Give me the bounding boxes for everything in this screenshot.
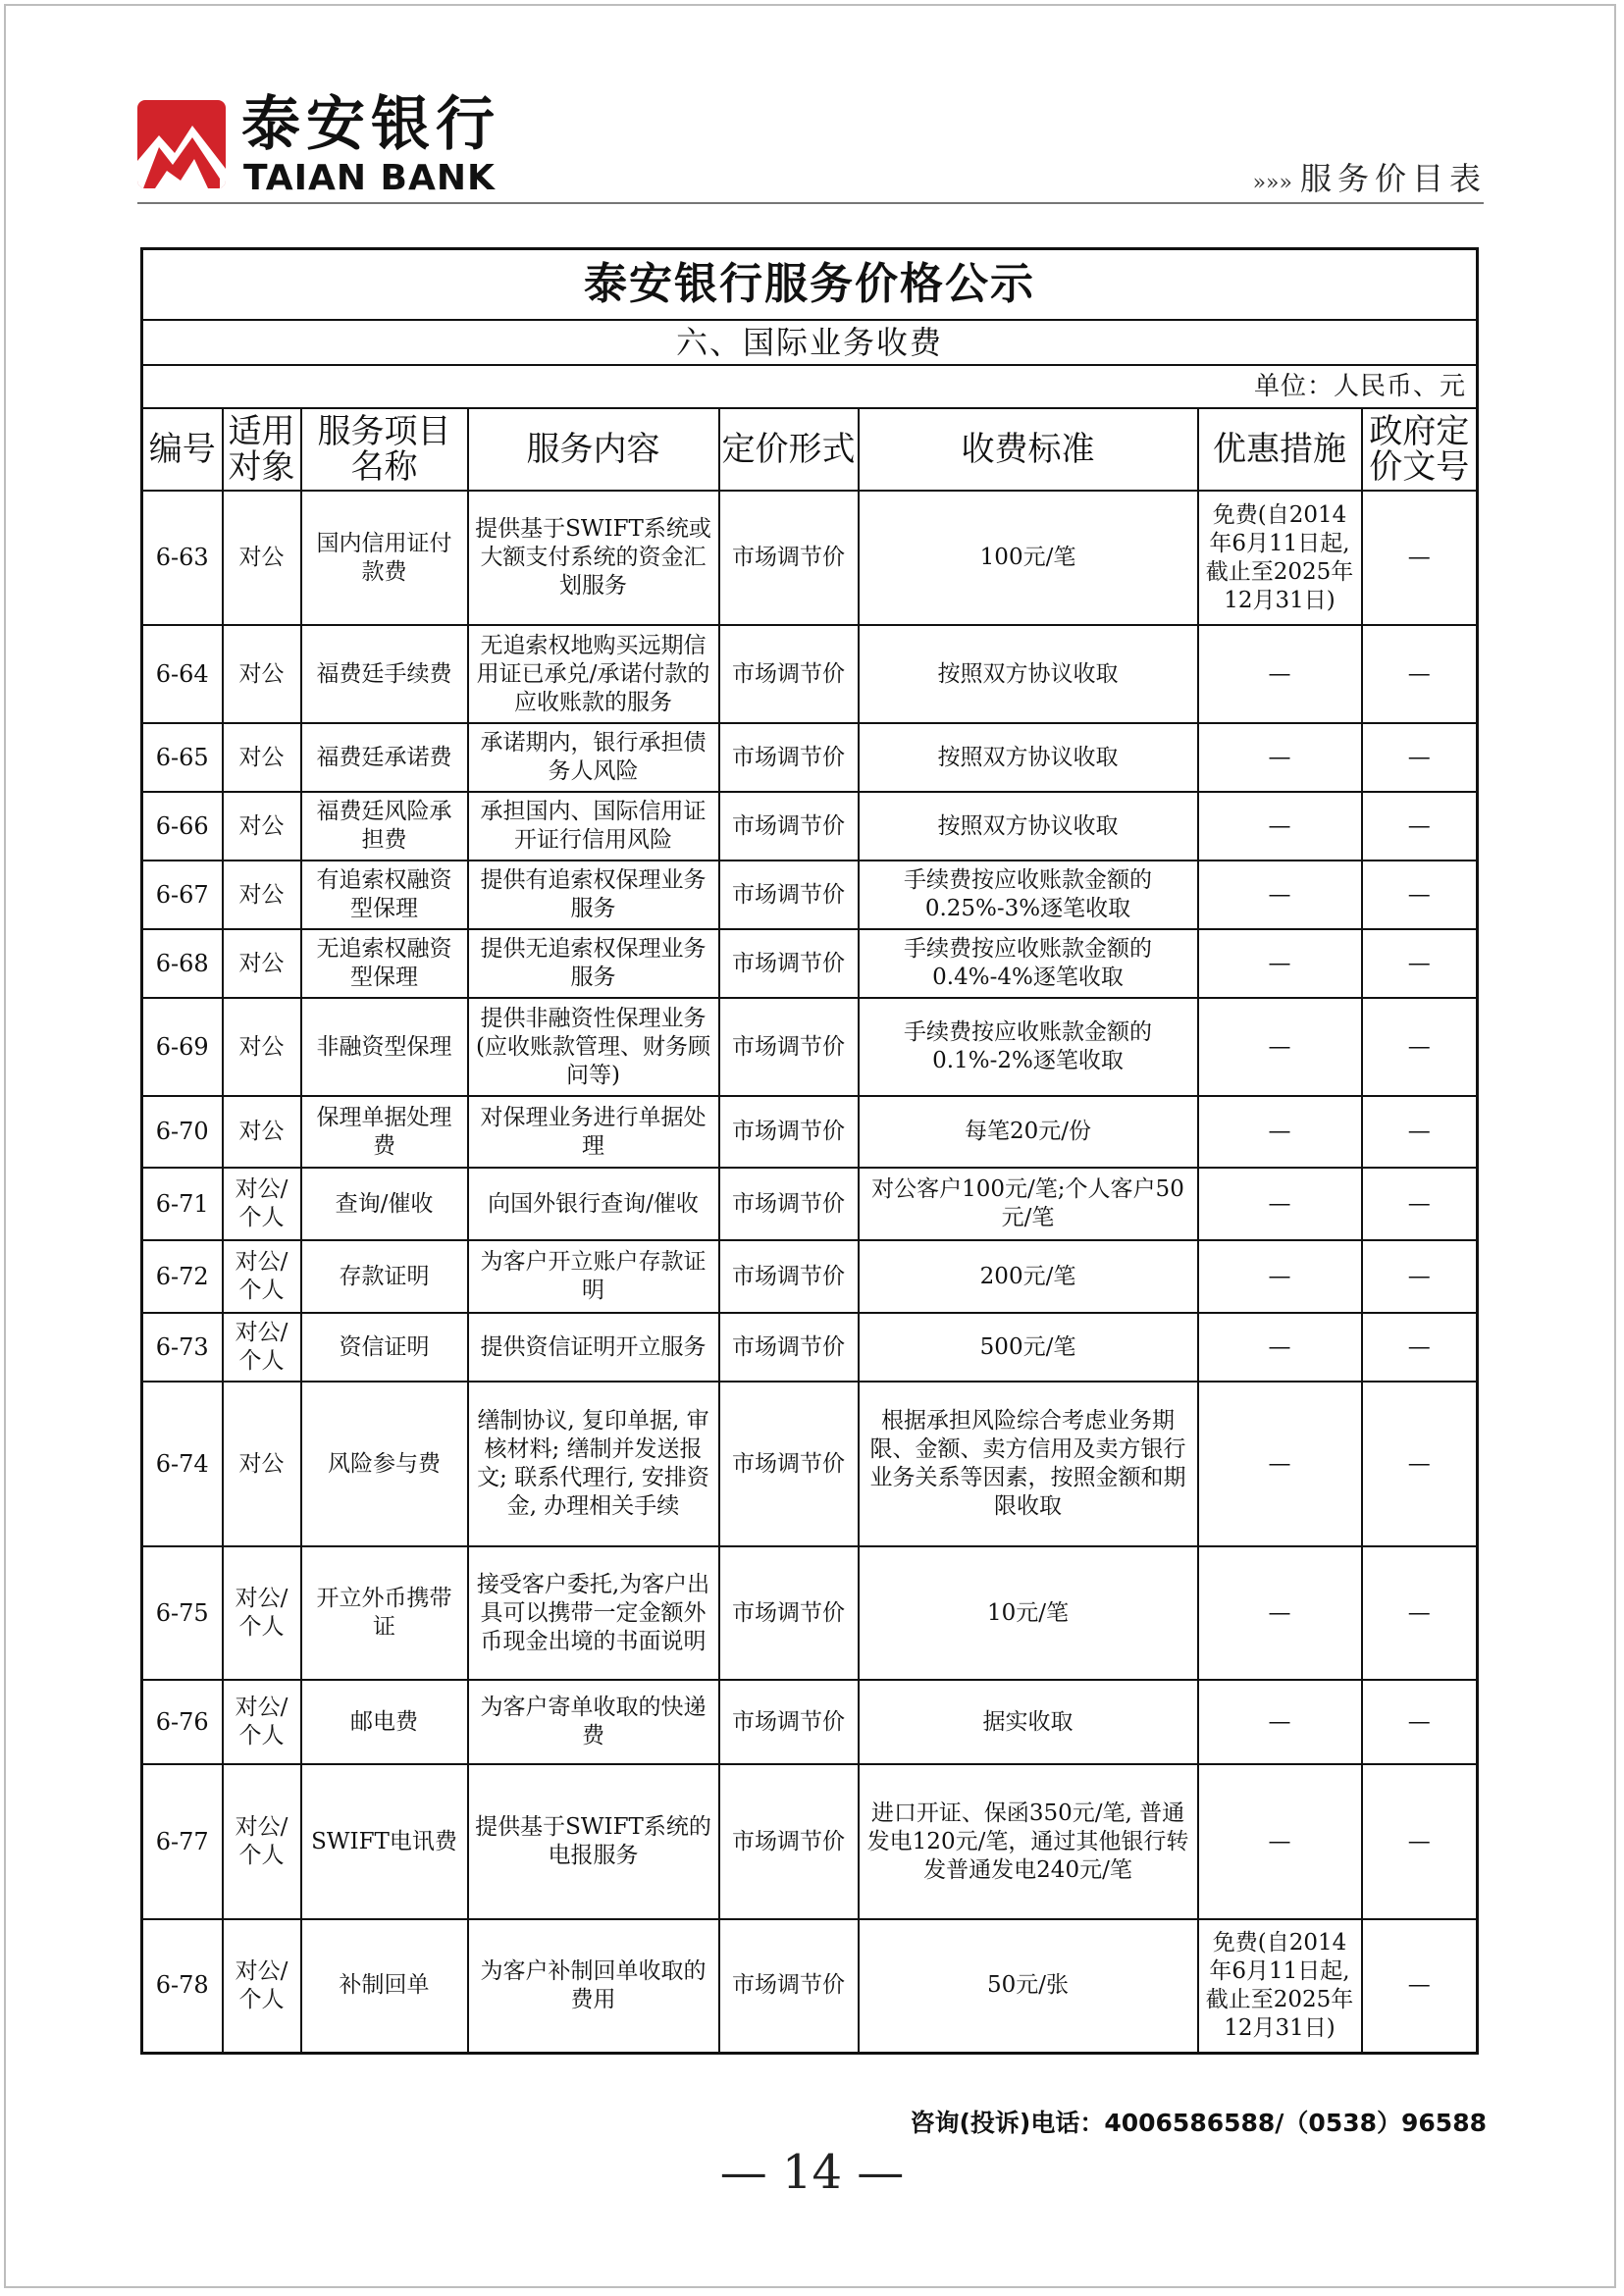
row-gov-doc: — bbox=[1362, 625, 1478, 723]
row-service-content: 提供资信证明开立服务 bbox=[468, 1313, 719, 1382]
row-target: 对公 bbox=[223, 625, 301, 723]
row-target: 对公/个人 bbox=[223, 1313, 301, 1382]
row-discount: — bbox=[1198, 1313, 1362, 1382]
row-target: 对公/个人 bbox=[223, 1546, 301, 1680]
row-discount: — bbox=[1198, 625, 1362, 723]
row-discount: — bbox=[1198, 998, 1362, 1096]
table-row bbox=[142, 1546, 1478, 1680]
row-service-name: 国内信用证付款费 bbox=[301, 491, 468, 625]
row-service-content: 承担国内、国际信用证开证行信用风险 bbox=[468, 792, 719, 861]
row-pricing-form: 市场调节价 bbox=[719, 1382, 859, 1546]
row-target: 对公/个人 bbox=[223, 1240, 301, 1313]
row-fee-standard: 对公客户100元/笔;个人客户50元/笔 bbox=[859, 1168, 1198, 1240]
row-gov-doc: — bbox=[1362, 998, 1478, 1096]
row-service-name: 查询/催收 bbox=[301, 1168, 468, 1240]
row-target: 对公/个人 bbox=[223, 1168, 301, 1240]
table-unit: 单位：人民币、元 bbox=[142, 365, 1478, 408]
row-fee-standard: 每笔20元/份 bbox=[859, 1096, 1198, 1168]
row-target: 对公 bbox=[223, 929, 301, 998]
row-gov-doc: — bbox=[1362, 1382, 1478, 1546]
row-discount: — bbox=[1198, 1096, 1362, 1168]
row-service-content: 为客户寄单收取的快递费 bbox=[468, 1680, 719, 1764]
row-gov-doc: — bbox=[1362, 1764, 1478, 1919]
row-service-name: 开立外币携带证 bbox=[301, 1546, 468, 1680]
row-discount: — bbox=[1198, 1240, 1362, 1313]
row-gov-doc: — bbox=[1362, 491, 1478, 625]
row-fee-standard: 手续费按应收账款金额的0.1%-2%逐笔收取 bbox=[859, 998, 1198, 1096]
row-id: 6-65 bbox=[142, 723, 223, 792]
row-service-content: 为客户开立账户存款证明 bbox=[468, 1240, 719, 1313]
table-row bbox=[142, 1240, 1478, 1313]
row-fee-standard: 10元/笔 bbox=[859, 1546, 1198, 1680]
table-row bbox=[142, 998, 1478, 1096]
row-discount: 免费(自2014年6月11日起,截止至2025年12月31日) bbox=[1198, 491, 1362, 625]
row-service-content: 承诺期内，银行承担债务人风险 bbox=[468, 723, 719, 792]
row-service-content: 无追索权地购买远期信用证已承兑/承诺付款的应收账款的服务 bbox=[468, 625, 719, 723]
row-id: 6-77 bbox=[142, 1764, 223, 1919]
row-discount: — bbox=[1198, 792, 1362, 861]
row-service-name: 有追索权融资型保理 bbox=[301, 861, 468, 929]
row-fee-standard: 根据承担风险综合考虑业务期限、金额、卖方信用及卖方银行业务关系等因素，按照金额和期限收取 bbox=[859, 1382, 1198, 1546]
row-fee-standard: 进口开证、保函350元/笔, 普通发电120元/笔，通过其他银行转发普通发电240元/笔 bbox=[859, 1764, 1198, 1919]
row-service-name: 保理单据处理费 bbox=[301, 1096, 468, 1168]
row-pricing-form: 市场调节价 bbox=[719, 1240, 859, 1313]
table-row bbox=[142, 861, 1478, 929]
row-gov-doc: — bbox=[1362, 1680, 1478, 1764]
table-row bbox=[142, 1764, 1478, 1919]
row-target: 对公 bbox=[223, 491, 301, 625]
row-service-name: 资信证明 bbox=[301, 1313, 468, 1382]
row-service-content: 提供基于SWIFT系统的电报服务 bbox=[468, 1764, 719, 1919]
row-target: 对公 bbox=[223, 998, 301, 1096]
row-service-name: 福费廷风险承担费 bbox=[301, 792, 468, 861]
column-header: 优惠措施 bbox=[1198, 408, 1362, 491]
table-row bbox=[142, 1680, 1478, 1764]
row-discount: — bbox=[1198, 1168, 1362, 1240]
row-id: 6-69 bbox=[142, 998, 223, 1096]
row-discount: — bbox=[1198, 1546, 1362, 1680]
row-target: 对公 bbox=[223, 1382, 301, 1546]
table-header-row bbox=[142, 408, 1478, 491]
row-discount: — bbox=[1198, 1382, 1362, 1546]
row-pricing-form: 市场调节价 bbox=[719, 723, 859, 792]
row-discount: — bbox=[1198, 723, 1362, 792]
row-service-content: 缮制协议, 复印单据, 审核材料; 缮制并发送报文; 联系代理行, 安排资金, 办理相关手续 bbox=[468, 1382, 719, 1546]
row-gov-doc: — bbox=[1362, 1546, 1478, 1680]
row-pricing-form: 市场调节价 bbox=[719, 1168, 859, 1240]
row-service-name: 无追索权融资型保理 bbox=[301, 929, 468, 998]
row-gov-doc: — bbox=[1362, 792, 1478, 861]
page-number: — 14 — bbox=[719, 2145, 905, 2200]
section-tag bbox=[1253, 159, 1487, 203]
row-discount: 免费(自2014年6月11日起,截止至2025年12月31日) bbox=[1198, 1919, 1362, 2053]
section-title: 服务价目表 bbox=[1299, 160, 1487, 197]
table-row bbox=[142, 929, 1478, 998]
table-row bbox=[142, 792, 1478, 861]
row-id: 6-70 bbox=[142, 1096, 223, 1168]
table-row bbox=[142, 1919, 1478, 2053]
row-gov-doc: — bbox=[1362, 1240, 1478, 1313]
row-target: 对公/个人 bbox=[223, 1680, 301, 1764]
row-service-content: 提供无追索权保理业务服务 bbox=[468, 929, 719, 998]
brand-name-en: TAIAN BANK bbox=[243, 158, 496, 198]
column-header: 适用对象 bbox=[223, 408, 301, 491]
row-target: 对公 bbox=[223, 723, 301, 792]
column-header: 服务内容 bbox=[468, 408, 719, 491]
row-gov-doc: — bbox=[1362, 861, 1478, 929]
row-id: 6-68 bbox=[142, 929, 223, 998]
row-target: 对公/个人 bbox=[223, 1764, 301, 1919]
row-service-content: 提供有追索权保理业务服务 bbox=[468, 861, 719, 929]
row-fee-standard: 100元/笔 bbox=[859, 491, 1198, 625]
complaint-hotline: 咨询(投诉)电话：4006586588/（0538）96588 bbox=[910, 2109, 1487, 2137]
row-service-content: 为客户补制回单收取的费用 bbox=[468, 1919, 719, 2053]
row-fee-standard: 按照双方协议收取 bbox=[859, 792, 1198, 861]
row-target: 对公 bbox=[223, 792, 301, 861]
row-service-name: 福费廷手续费 bbox=[301, 625, 468, 723]
row-fee-standard: 50元/张 bbox=[859, 1919, 1198, 2053]
row-gov-doc: — bbox=[1362, 1096, 1478, 1168]
row-service-name: 邮电费 bbox=[301, 1680, 468, 1764]
table-row bbox=[142, 1313, 1478, 1382]
table-row bbox=[142, 1096, 1478, 1168]
row-service-name: 补制回单 bbox=[301, 1919, 468, 2053]
row-id: 6-75 bbox=[142, 1546, 223, 1680]
table-subtitle: 六、国际业务收费 bbox=[142, 320, 1478, 365]
row-fee-standard: 手续费按应收账款金额的0.4%-4%逐笔收取 bbox=[859, 929, 1198, 998]
table-row bbox=[142, 723, 1478, 792]
column-header: 定价形式 bbox=[719, 408, 859, 491]
row-id: 6-74 bbox=[142, 1382, 223, 1546]
column-header: 政府定价文号 bbox=[1362, 408, 1478, 491]
row-discount: — bbox=[1198, 861, 1362, 929]
table-row bbox=[142, 491, 1478, 625]
row-fee-standard: 手续费按应收账款金额的0.25%-3%逐笔收取 bbox=[859, 861, 1198, 929]
table-row bbox=[142, 1382, 1478, 1546]
row-id: 6-76 bbox=[142, 1680, 223, 1764]
row-gov-doc: — bbox=[1362, 929, 1478, 998]
row-service-content: 对保理业务进行单据处理 bbox=[468, 1096, 719, 1168]
double-chevron-icon: »»» bbox=[1252, 171, 1292, 195]
row-service-name: 福费廷承诺费 bbox=[301, 723, 468, 792]
row-pricing-form: 市场调节价 bbox=[719, 1546, 859, 1680]
row-service-name: SWIFT电讯费 bbox=[301, 1764, 468, 1919]
row-service-name: 风险参与费 bbox=[301, 1382, 468, 1546]
row-id: 6-78 bbox=[142, 1919, 223, 2053]
row-pricing-form: 市场调节价 bbox=[719, 1919, 859, 2053]
row-target: 对公 bbox=[223, 1096, 301, 1168]
row-gov-doc: — bbox=[1362, 1313, 1478, 1382]
row-service-content: 提供基于SWIFT系统或大额支付系统的资金汇划服务 bbox=[468, 491, 719, 625]
column-header: 服务项目名称 bbox=[301, 408, 468, 491]
row-service-content: 向国外银行查询/催收 bbox=[468, 1168, 719, 1240]
table-title: 泰安银行服务价格公示 bbox=[142, 249, 1478, 321]
row-discount: — bbox=[1198, 929, 1362, 998]
taian-bank-logo-icon bbox=[137, 100, 226, 188]
row-discount: — bbox=[1198, 1764, 1362, 1919]
brand-name-cn: 泰安银行 bbox=[241, 90, 500, 159]
row-fee-standard: 按照双方协议收取 bbox=[859, 625, 1198, 723]
row-pricing-form: 市场调节价 bbox=[719, 625, 859, 723]
row-pricing-form: 市场调节价 bbox=[719, 861, 859, 929]
row-pricing-form: 市场调节价 bbox=[719, 1096, 859, 1168]
row-id: 6-64 bbox=[142, 625, 223, 723]
row-gov-doc: — bbox=[1362, 723, 1478, 792]
row-id: 6-71 bbox=[142, 1168, 223, 1240]
price-table bbox=[140, 247, 1479, 2055]
row-service-content: 接受客户委托,为客户出具可以携带一定金额外币现金出境的书面说明 bbox=[468, 1546, 719, 1680]
row-pricing-form: 市场调节价 bbox=[719, 998, 859, 1096]
table-row bbox=[142, 625, 1478, 723]
column-header: 收费标准 bbox=[859, 408, 1198, 491]
row-gov-doc: — bbox=[1362, 1919, 1478, 2053]
row-service-name: 存款证明 bbox=[301, 1240, 468, 1313]
table-row bbox=[142, 1168, 1478, 1240]
row-target: 对公/个人 bbox=[223, 1919, 301, 2053]
row-service-name: 非融资型保理 bbox=[301, 998, 468, 1096]
row-pricing-form: 市场调节价 bbox=[719, 1680, 859, 1764]
row-pricing-form: 市场调节价 bbox=[719, 792, 859, 861]
row-target: 对公 bbox=[223, 861, 301, 929]
row-pricing-form: 市场调节价 bbox=[719, 1764, 859, 1919]
row-id: 6-67 bbox=[142, 861, 223, 929]
row-id: 6-66 bbox=[142, 792, 223, 861]
row-fee-standard: 500元/笔 bbox=[859, 1313, 1198, 1382]
row-pricing-form: 市场调节价 bbox=[719, 929, 859, 998]
header-divider bbox=[137, 202, 1484, 204]
row-fee-standard: 按照双方协议收取 bbox=[859, 723, 1198, 792]
row-id: 6-73 bbox=[142, 1313, 223, 1382]
row-service-content: 提供非融资性保理业务(应收账款管理、财务顾问等) bbox=[468, 998, 719, 1096]
row-fee-standard: 据实收取 bbox=[859, 1680, 1198, 1764]
row-fee-standard: 200元/笔 bbox=[859, 1240, 1198, 1313]
row-gov-doc: — bbox=[1362, 1168, 1478, 1240]
column-header: 编号 bbox=[142, 408, 223, 491]
row-id: 6-63 bbox=[142, 491, 223, 625]
row-pricing-form: 市场调节价 bbox=[719, 491, 859, 625]
row-pricing-form: 市场调节价 bbox=[719, 1313, 859, 1382]
row-discount: — bbox=[1198, 1680, 1362, 1764]
row-id: 6-72 bbox=[142, 1240, 223, 1313]
